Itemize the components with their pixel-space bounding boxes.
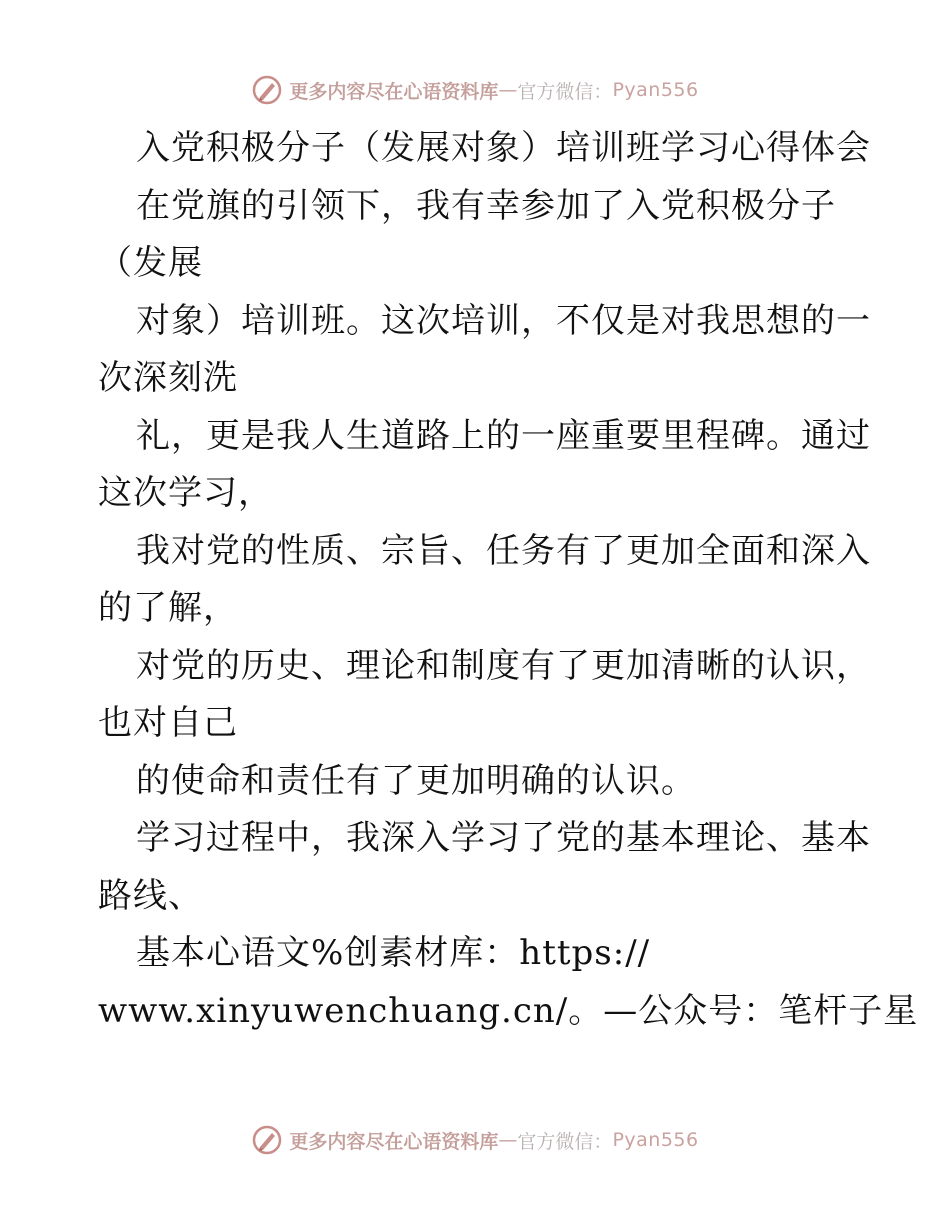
text-line: 基本心语文%创素材库：https:// (136, 933, 651, 973)
text-line: www.xinyuwenchuang.cn/。—公众号：笔杆子星 (98, 990, 919, 1031)
banner-separator: — (498, 1129, 518, 1151)
text-line: 礼，更是我人生道路上的一座重要里程碑。通过 (136, 415, 871, 456)
text-line: 学习过程中，我深入学习了党的基本理论、基本 (136, 818, 871, 858)
banner-wechat-label: 官方微信： (517, 1130, 613, 1153)
text-line: 也对自己 (98, 703, 238, 743)
text-line: 对象）培训班。这次培训，不仅是对我思想的一 (136, 300, 871, 341)
banner-separator: — (498, 79, 518, 101)
banner-wechat-id: Pyan556 (612, 79, 699, 101)
footer-watermark-banner (0, 1120, 950, 1160)
pen-logo-icon (251, 1124, 283, 1156)
banner-title: 更多内容尽在心语资料库 (289, 1130, 499, 1153)
banner-title: 更多内容尽在心语资料库 (289, 80, 499, 103)
document-body (98, 120, 919, 1040)
banner-wechat-id: Pyan556 (612, 1129, 699, 1151)
text-line: 这次学习， (98, 473, 273, 513)
text-line: 次深刻洗 (98, 358, 238, 398)
text-line: （发展 (98, 243, 203, 283)
banner-wechat-label: 官方微信： (517, 80, 613, 103)
text-line: 我对党的性质、宗旨、任务有了更加全面和深入 (136, 530, 871, 571)
pen-logo-icon (251, 74, 283, 106)
text-line: 在党旗的引领下，我有幸参加了入党积极分子 (136, 185, 836, 226)
header-watermark-banner (0, 70, 950, 110)
text-line: 路线、 (98, 875, 203, 916)
text-line: 的了解， (98, 588, 238, 628)
text-line: 对党的历史、理论和制度有了更加清晰的认识， (136, 645, 871, 686)
text-line: 的使命和责任有了更加明确的认识。 (136, 760, 696, 801)
document-title: 入党积极分子（发展对象）培训班学习心得体会 (136, 128, 871, 168)
